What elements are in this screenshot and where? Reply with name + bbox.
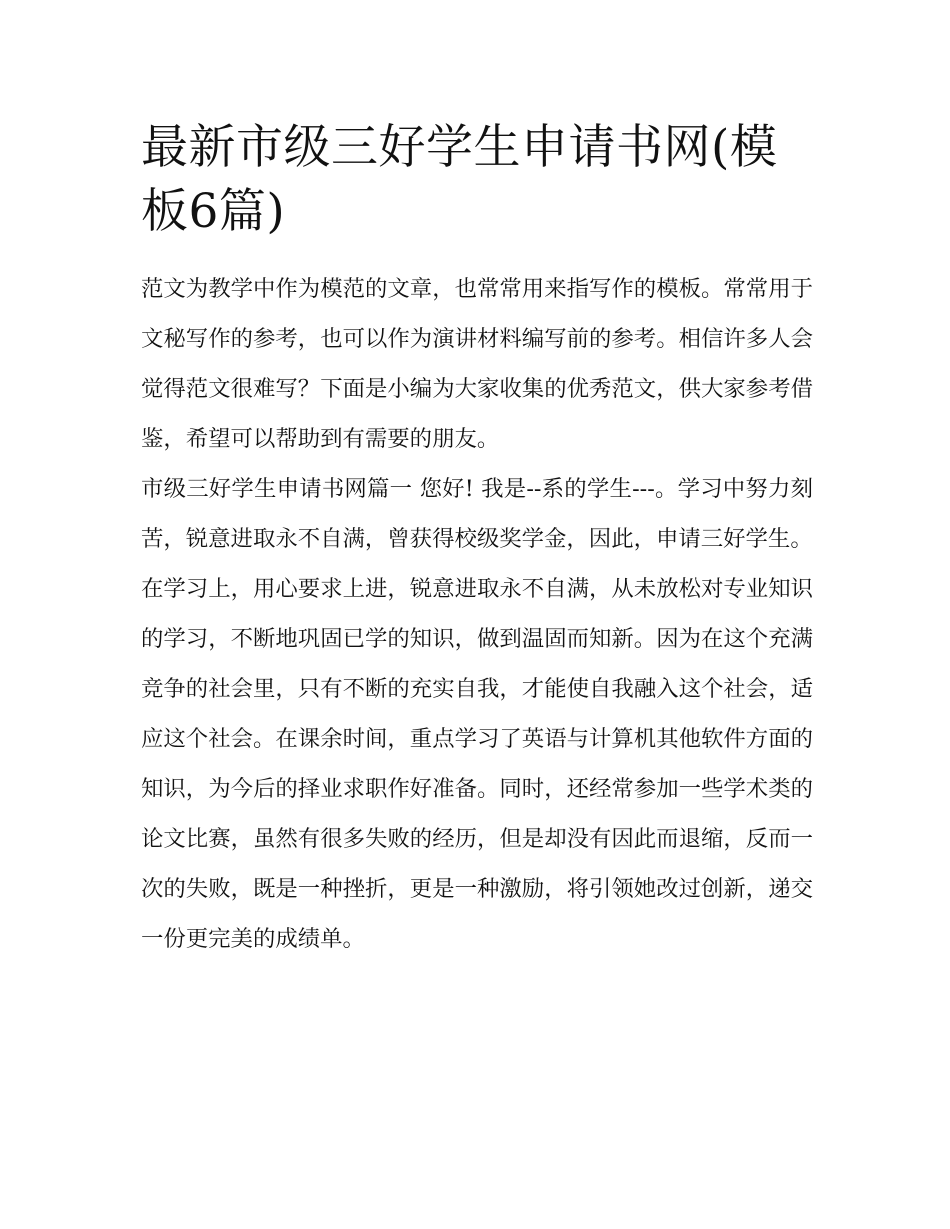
paragraph-intro: 范文为教学中作为模范的文章，也常常用来指写作的模板。常常用于文秘写作的参考，也可以作为演讲材料编写前的参考。相信许多人会觉得范文很难写？下面是小编为大家收集的优秀范文，供大家参考借鉴，希望可以帮助到有需要的朋友。 [141, 276, 813, 452]
paragraph-letter-opening: 市级三好学生申请书网篇一 您好! 我是--系的学生---。学习中努力刻苦，锐意进取永不自满，曾获得校级奖学金，因此，申请三好学生。 [141, 476, 813, 552]
document-title: 最新市级三好学生申请书网(模板6篇) [141, 120, 778, 239]
paragraph-study: 在学习上，用心要求上进，锐意进取永不自满，从未放松对专业知识的学习，不断地巩固已学的知识，做到温固而知新。因为在这个充满竞争的社会里，只有不断的充实自我，才能使自我融入这个社会，适应这个社会。在课余时间，重点学习了英语与计算机其他软件方面的知识，为今后的择业求职作好准备。同时，还经常参加一些学术类的论文比赛，虽然有很多失败的经历，但是却没有因此而退缩，反而一次的失败，既是一种挫折，更是一种激励，将引领她改过创新，递交一份更完美的成绩单。 [141, 576, 813, 952]
document-body [141, 116, 813, 964]
